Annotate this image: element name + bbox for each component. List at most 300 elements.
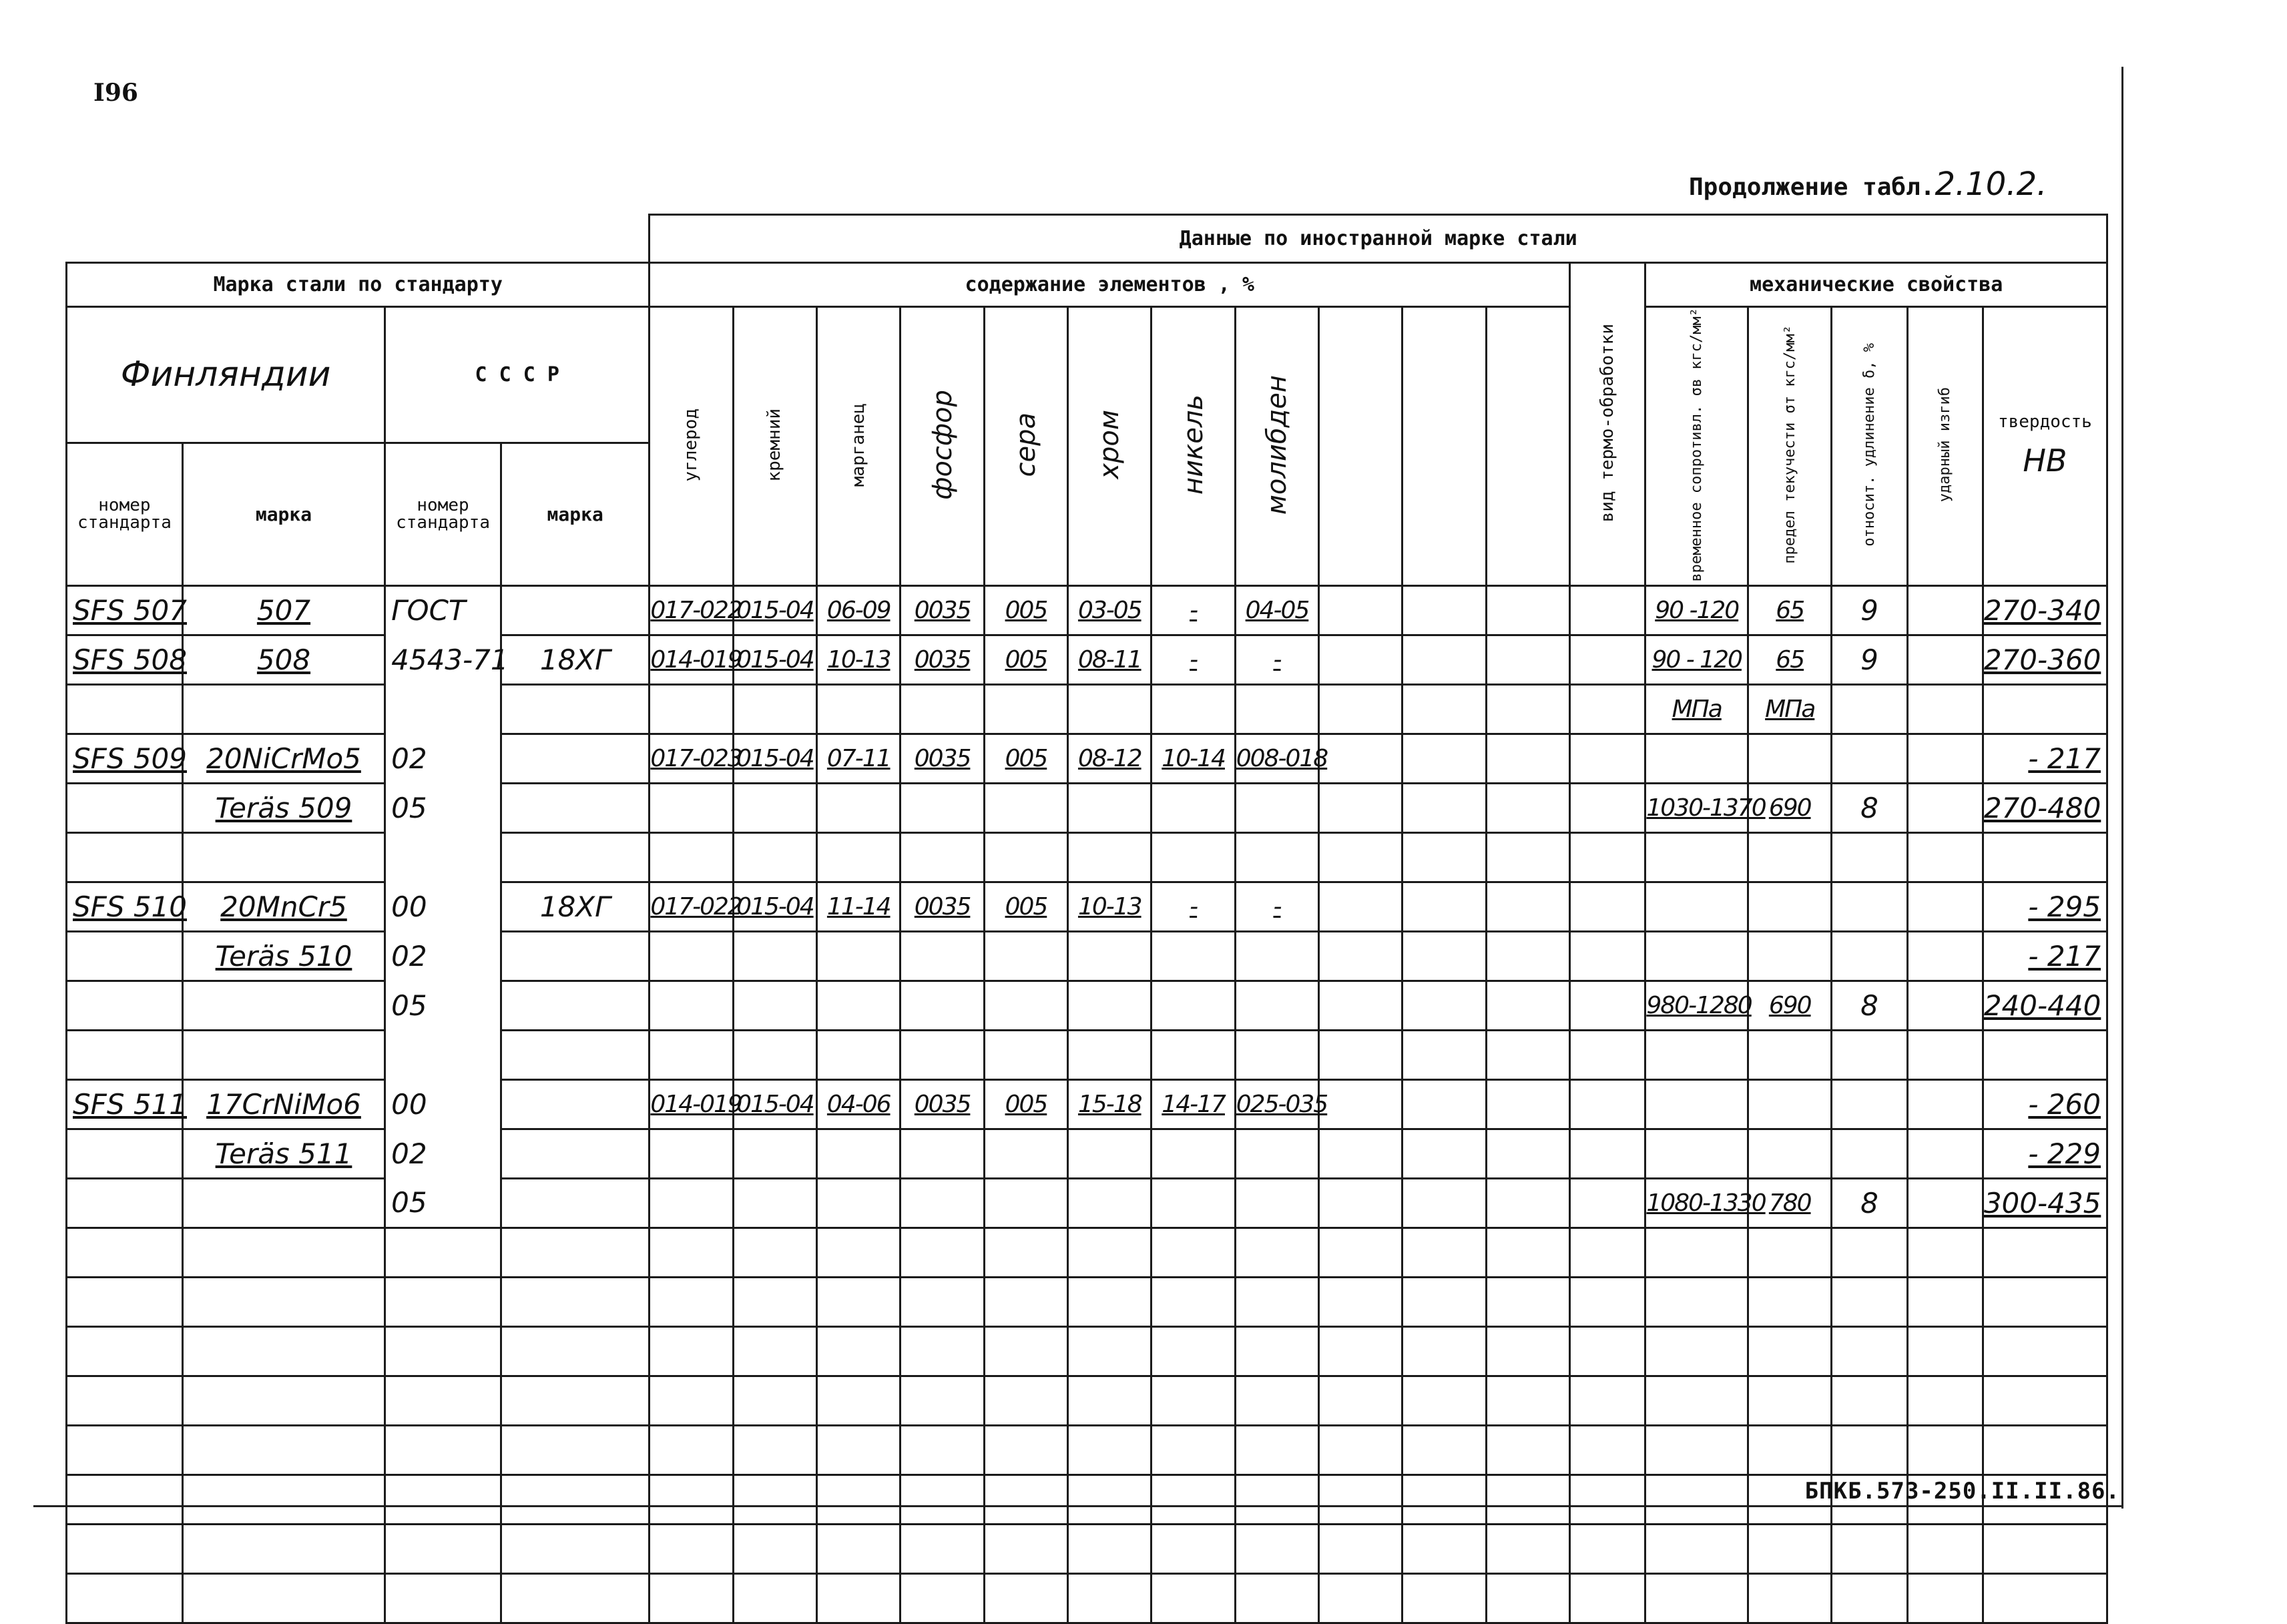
empty-cell — [817, 1326, 901, 1376]
empty-cell — [901, 1573, 984, 1623]
empty-cell — [1486, 1474, 1569, 1524]
cell-mn — [817, 1129, 901, 1178]
cell-imp — [1907, 783, 1983, 832]
cell-ussr — [501, 1178, 649, 1228]
empty-cell — [1832, 1425, 1907, 1474]
empty-cell — [385, 1326, 501, 1376]
empty-cell — [1832, 1524, 1907, 1573]
empty-cell — [984, 1524, 1067, 1573]
empty-cell — [984, 1376, 1067, 1425]
empty-row — [67, 1277, 2107, 1326]
table-row — [67, 832, 2107, 882]
empty-cell — [1570, 1376, 1645, 1425]
cell-ht — [1570, 1079, 1645, 1129]
empty-cell — [385, 1277, 501, 1326]
cell-ts — [1645, 832, 1748, 882]
cell-e1 — [1319, 981, 1403, 1030]
cell-e1 — [1319, 684, 1403, 734]
empty-elem-1 — [1319, 307, 1403, 586]
cell-ht — [1570, 931, 1645, 981]
cell-imp — [1907, 981, 1983, 1030]
empty-cell — [1983, 1326, 2107, 1376]
cell-si — [733, 931, 816, 981]
tensile-header: временное сопротивл. σв кгс/мм² — [1645, 307, 1748, 586]
cell-c: 017-023 — [650, 734, 733, 783]
cell-ussr — [501, 783, 649, 832]
empty-cell — [385, 1228, 501, 1277]
empty-cell — [182, 1474, 385, 1524]
cell-hb — [1983, 684, 2107, 734]
cell-s: 005 — [984, 734, 1067, 783]
finland-header: Финляндии — [67, 307, 385, 443]
cell-ts — [1645, 931, 1748, 981]
empty-cell — [1235, 1573, 1318, 1623]
cell-e1 — [1319, 832, 1403, 882]
cell-cr — [1068, 832, 1152, 882]
table-row — [67, 1178, 2107, 1228]
cell-ys: 65 — [1748, 635, 1832, 684]
cell-mn — [817, 832, 901, 882]
empty-cell — [182, 1277, 385, 1326]
footer-code: БПКБ.573-250.II.II.86. — [1804, 1478, 2120, 1505]
grade-by-standard-header: Марка стали по стандарту — [67, 263, 650, 307]
empty-cell — [1486, 1425, 1569, 1474]
cell-cr — [1068, 1129, 1152, 1178]
cell-ussr — [501, 684, 649, 734]
cell-e2 — [1403, 684, 1486, 734]
cell-hb: - 217 — [1983, 734, 2107, 783]
cell-ts: 90 -120 — [1645, 585, 1748, 635]
hardness-label: твердость — [1997, 412, 2092, 433]
cell-cr — [1068, 1178, 1152, 1228]
cell-c: 017-022 — [650, 585, 733, 635]
cell-mn — [817, 931, 901, 981]
cell-imp — [1907, 684, 1983, 734]
cell-std — [67, 931, 183, 981]
cell-std: SFS 508 — [67, 635, 183, 684]
cell-e1 — [1319, 635, 1403, 684]
frame-right-line — [2121, 67, 2123, 1509]
cell-e3 — [1486, 684, 1569, 734]
cell-ht — [1570, 734, 1645, 783]
cell-c — [650, 981, 733, 1030]
cell-e2 — [1403, 1129, 1486, 1178]
cell-mn: 11-14 — [817, 882, 901, 931]
cell-e2 — [1403, 734, 1486, 783]
cell-ni: 10-14 — [1152, 734, 1235, 783]
cell-si — [733, 981, 816, 1030]
cell-ys — [1748, 832, 1832, 882]
cell-c — [650, 783, 733, 832]
cell-gost: 4543-71 — [385, 635, 501, 684]
table-row — [67, 1129, 2107, 1178]
cell-ni: - — [1152, 882, 1235, 931]
empty-cell — [1748, 1277, 1832, 1326]
cell-imp — [1907, 931, 1983, 981]
empty-cell — [1907, 1228, 1983, 1277]
cell-p: 0035 — [901, 734, 984, 783]
empty-cell — [1235, 1326, 1318, 1376]
cell-ys: МПа — [1748, 684, 1832, 734]
cell-ts: 980-1280 — [1645, 981, 1748, 1030]
empty-row — [67, 1376, 2107, 1425]
sulfur-header: сера — [984, 307, 1067, 586]
cell-p — [901, 1178, 984, 1228]
cell-ht — [1570, 1030, 1645, 1079]
table-row — [67, 1079, 2107, 1129]
cell-e3 — [1486, 1129, 1569, 1178]
empty-cell — [901, 1228, 984, 1277]
empty-cell — [733, 1376, 816, 1425]
empty-cell — [1832, 1326, 1907, 1376]
empty-cell — [650, 1524, 733, 1573]
cell-p — [901, 931, 984, 981]
empty-cell — [733, 1474, 816, 1524]
cell-imp — [1907, 635, 1983, 684]
cell-c — [650, 684, 733, 734]
cell-cr — [1068, 931, 1152, 981]
empty-cell — [1068, 1425, 1152, 1474]
cell-el — [1832, 1030, 1907, 1079]
empty-cell — [901, 1277, 984, 1326]
empty-cell — [1570, 1326, 1645, 1376]
table-row — [67, 585, 2107, 635]
empty-elem-2 — [1403, 307, 1486, 586]
cell-ussr: 18ХГ — [501, 882, 649, 931]
cell-grade — [182, 1030, 385, 1079]
cell-hb: - 229 — [1983, 1129, 2107, 1178]
empty-cell — [67, 1277, 183, 1326]
empty-cell — [733, 1524, 816, 1573]
empty-cell — [1645, 1228, 1748, 1277]
cell-e1 — [1319, 882, 1403, 931]
empty-cell — [1983, 1228, 2107, 1277]
empty-cell — [1645, 1474, 1748, 1524]
cell-mo — [1235, 1030, 1318, 1079]
empty-cell — [650, 1376, 733, 1425]
cell-gost: 00 — [385, 1079, 501, 1129]
empty-cell — [1403, 1474, 1486, 1524]
cell-e1 — [1319, 931, 1403, 981]
cell-si: 015-04 — [733, 734, 816, 783]
cell-imp — [1907, 1079, 1983, 1129]
cell-si — [733, 1129, 816, 1178]
hardness-unit: НВ — [2023, 443, 2067, 479]
empty-cell — [1907, 1524, 1983, 1573]
cell-std: SFS 507 — [67, 585, 183, 635]
cell-si: 015-04 — [733, 1079, 816, 1129]
cell-e3 — [1486, 1178, 1569, 1228]
cell-ni — [1152, 1030, 1235, 1079]
cell-e2 — [1403, 783, 1486, 832]
empty-cell — [1235, 1376, 1318, 1425]
cell-si: 015-04 — [733, 585, 816, 635]
empty-cell — [1152, 1524, 1235, 1573]
empty-cell — [182, 1376, 385, 1425]
cell-std — [67, 1030, 183, 1079]
cell-e3 — [1486, 734, 1569, 783]
cell-ni — [1152, 1178, 1235, 1228]
steel-grade-table — [65, 214, 2108, 1624]
cell-e2 — [1403, 832, 1486, 882]
empty-cell — [817, 1228, 901, 1277]
empty-cell — [385, 1425, 501, 1474]
cell-e3 — [1486, 585, 1569, 635]
cell-c — [650, 832, 733, 882]
empty-cell — [1235, 1474, 1318, 1524]
empty-cell — [1748, 1425, 1832, 1474]
cell-s — [984, 1030, 1067, 1079]
cell-si: 015-04 — [733, 882, 816, 931]
empty-cell — [182, 1228, 385, 1277]
cell-ht — [1570, 981, 1645, 1030]
cell-cr — [1068, 981, 1152, 1030]
empty-cell — [1570, 1228, 1645, 1277]
cell-hb: - 260 — [1983, 1079, 2107, 1129]
cell-s — [984, 931, 1067, 981]
table-row — [67, 783, 2107, 832]
cell-mo — [1235, 783, 1318, 832]
empty-cell — [385, 1474, 501, 1524]
empty-cell — [1645, 1376, 1748, 1425]
cell-imp — [1907, 832, 1983, 882]
cell-el — [1832, 931, 1907, 981]
empty-cell — [385, 1524, 501, 1573]
cell-e2 — [1403, 1178, 1486, 1228]
cell-e2 — [1403, 635, 1486, 684]
yield-header: предел текучести σт кгс/мм² — [1748, 307, 1832, 586]
empty-cell — [1403, 1228, 1486, 1277]
elements-header: содержание элементов , % — [650, 263, 1570, 307]
cell-grade: 20MnCr5 — [182, 882, 385, 931]
empty-row — [67, 1474, 2107, 1524]
cell-cr: 15-18 — [1068, 1079, 1152, 1129]
table-row — [67, 882, 2107, 931]
cell-mn — [817, 1178, 901, 1228]
cell-cr — [1068, 684, 1152, 734]
cell-ussr — [501, 1079, 649, 1129]
empty-cell — [984, 1425, 1067, 1474]
ussr-grade-header: марка — [501, 443, 649, 585]
mechanical-header: механические свойства — [1645, 263, 2107, 307]
cell-mo — [1235, 981, 1318, 1030]
cell-imp — [1907, 882, 1983, 931]
empty-cell — [817, 1277, 901, 1326]
empty-cell — [901, 1326, 984, 1376]
empty-cell — [650, 1326, 733, 1376]
empty-cell — [501, 1425, 649, 1474]
cell-s — [984, 1178, 1067, 1228]
cell-s: 005 — [984, 1079, 1067, 1129]
cell-gost — [385, 832, 501, 882]
cell-grade: 507 — [182, 585, 385, 635]
continuation-prefix: Продолжение табл. — [1689, 174, 1935, 201]
empty-cell — [1319, 1524, 1403, 1573]
cell-cr: 08-12 — [1068, 734, 1152, 783]
cell-std — [67, 684, 183, 734]
empty-cell — [1235, 1277, 1318, 1326]
empty-cell — [1748, 1228, 1832, 1277]
empty-cell — [501, 1376, 649, 1425]
empty-cell — [501, 1228, 649, 1277]
empty-cell — [1403, 1326, 1486, 1376]
cell-grade: 508 — [182, 635, 385, 684]
empty-cell — [1570, 1573, 1645, 1623]
cell-std — [67, 832, 183, 882]
cell-e1 — [1319, 1129, 1403, 1178]
phosphorus-header: фосфор — [901, 307, 984, 586]
heat-treatment-header: вид термо-обработки — [1570, 263, 1645, 586]
empty-cell — [1403, 1573, 1486, 1623]
cell-hb — [1983, 832, 2107, 882]
cell-hb: 270-360 — [1983, 635, 2107, 684]
cell-si — [733, 832, 816, 882]
empty-cell — [650, 1425, 733, 1474]
empty-cell — [67, 1474, 183, 1524]
cell-c — [650, 931, 733, 981]
empty-cell — [1570, 1474, 1645, 1524]
cell-grade: Teräs 511 — [182, 1129, 385, 1178]
cell-e3 — [1486, 981, 1569, 1030]
cell-std — [67, 981, 183, 1030]
cell-el — [1832, 882, 1907, 931]
empty-cell — [1152, 1474, 1235, 1524]
empty-cell — [817, 1474, 901, 1524]
empty-cell — [67, 1425, 183, 1474]
cell-mo: - — [1235, 635, 1318, 684]
empty-cell — [901, 1524, 984, 1573]
cell-p — [901, 832, 984, 882]
empty-cell — [733, 1425, 816, 1474]
cell-s — [984, 1129, 1067, 1178]
cell-hb: 240-440 — [1983, 981, 2107, 1030]
cell-ni — [1152, 684, 1235, 734]
cell-ussr — [501, 585, 649, 635]
cell-ussr — [501, 832, 649, 882]
chromium-header: хром — [1068, 307, 1152, 586]
empty-cell — [1486, 1524, 1569, 1573]
cell-imp — [1907, 1178, 1983, 1228]
empty-cell — [1068, 1326, 1152, 1376]
cell-s — [984, 832, 1067, 882]
cell-e3 — [1486, 1030, 1569, 1079]
cell-e3 — [1486, 832, 1569, 882]
cell-ni — [1152, 981, 1235, 1030]
continuation-number: 2.10.2. — [1935, 166, 2047, 203]
cell-el — [1832, 734, 1907, 783]
cell-p: 0035 — [901, 635, 984, 684]
cell-ht — [1570, 585, 1645, 635]
empty-cell — [1319, 1228, 1403, 1277]
empty-cell — [501, 1277, 649, 1326]
cell-ht — [1570, 882, 1645, 931]
empty-cell — [182, 1524, 385, 1573]
empty-cell — [1570, 1277, 1645, 1326]
empty-cell — [1486, 1376, 1569, 1425]
cell-ts: МПа — [1645, 684, 1748, 734]
empty-cell — [1832, 1573, 1907, 1623]
cell-p — [901, 981, 984, 1030]
cell-e1 — [1319, 734, 1403, 783]
cell-c: 014-019 — [650, 635, 733, 684]
empty-row — [67, 1524, 2107, 1573]
cell-std — [67, 1178, 183, 1228]
empty-cell — [1907, 1326, 1983, 1376]
cell-cr: 03-05 — [1068, 585, 1152, 635]
empty-row — [67, 1326, 2107, 1376]
empty-cell — [817, 1376, 901, 1425]
cell-p — [901, 1030, 984, 1079]
empty-cell — [1319, 1326, 1403, 1376]
cell-s: 005 — [984, 882, 1067, 931]
cell-hb: - 295 — [1983, 882, 2107, 931]
cell-gost: 02 — [385, 734, 501, 783]
cell-ussr — [501, 1030, 649, 1079]
table-row — [67, 734, 2107, 783]
cell-mo: 04-05 — [1235, 585, 1318, 635]
empty-cell — [1235, 1228, 1318, 1277]
cell-std: SFS 511 — [67, 1079, 183, 1129]
cell-ni — [1152, 1129, 1235, 1178]
cell-ht — [1570, 783, 1645, 832]
empty-cell — [1152, 1228, 1235, 1277]
cell-ts — [1645, 1079, 1748, 1129]
cell-e1 — [1319, 585, 1403, 635]
cell-ts: 1030-1370 — [1645, 783, 1748, 832]
cell-s — [984, 783, 1067, 832]
empty-cell — [1403, 1376, 1486, 1425]
cell-std — [67, 1129, 183, 1178]
cell-e1 — [1319, 783, 1403, 832]
cell-ni: - — [1152, 635, 1235, 684]
cell-ys — [1748, 882, 1832, 931]
cell-mo — [1235, 931, 1318, 981]
cell-ys — [1748, 931, 1832, 981]
cell-ts — [1645, 734, 1748, 783]
cell-ts — [1645, 1030, 1748, 1079]
empty-cell — [1645, 1277, 1748, 1326]
empty-cell — [650, 1573, 733, 1623]
cell-ts — [1645, 882, 1748, 931]
cell-cr — [1068, 783, 1152, 832]
cell-mn: 10-13 — [817, 635, 901, 684]
empty-cell — [1907, 1425, 1983, 1474]
cell-e3 — [1486, 882, 1569, 931]
empty-cell — [501, 1474, 649, 1524]
cell-gost: 05 — [385, 783, 501, 832]
cell-e2 — [1403, 1030, 1486, 1079]
cell-grade: 17CrNiMo6 — [182, 1079, 385, 1129]
empty-cell — [1319, 1425, 1403, 1474]
empty-cell — [901, 1376, 984, 1425]
empty-cell — [1907, 1573, 1983, 1623]
cell-ys: 690 — [1748, 981, 1832, 1030]
page-number: I96 — [93, 79, 138, 107]
cell-e1 — [1319, 1178, 1403, 1228]
cell-std: SFS 510 — [67, 882, 183, 931]
cell-e2 — [1403, 882, 1486, 931]
cell-ys — [1748, 1079, 1832, 1129]
empty-cell — [1645, 1425, 1748, 1474]
empty-cell — [501, 1573, 649, 1623]
cell-mo: 025-035 — [1235, 1079, 1318, 1129]
empty-cell — [1832, 1277, 1907, 1326]
cell-mo — [1235, 1129, 1318, 1178]
empty-cell — [1319, 1376, 1403, 1425]
cell-imp — [1907, 585, 1983, 635]
empty-cell — [1907, 1277, 1983, 1326]
cell-gost: 05 — [385, 981, 501, 1030]
